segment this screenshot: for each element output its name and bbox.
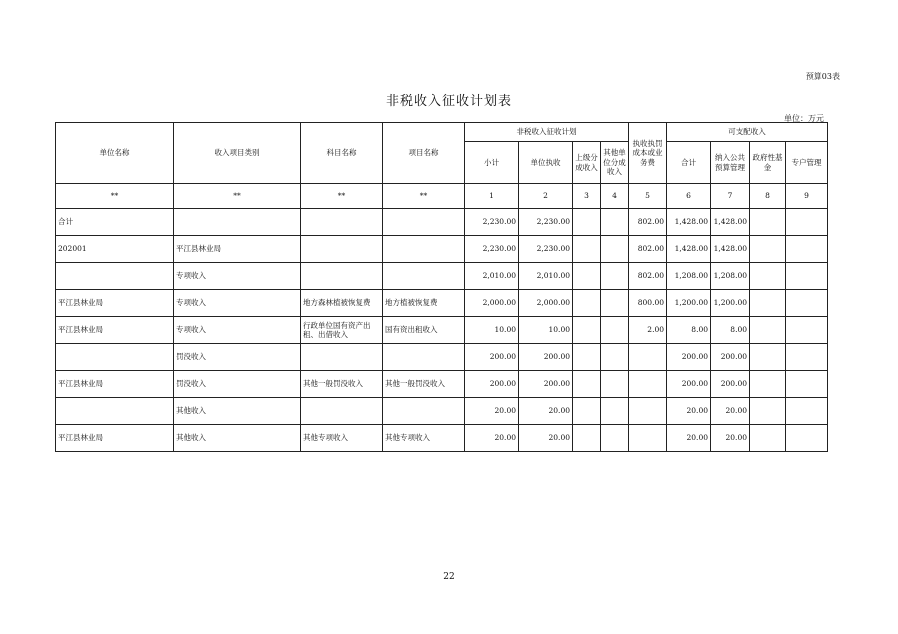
table-cell (56, 344, 174, 371)
table-cell: 行政单位国有资产出租、出借收入 (301, 317, 383, 344)
table-cell: 罚没收入 (174, 344, 301, 371)
table-cell: 200.00 (711, 344, 750, 371)
table-row (56, 371, 828, 398)
index-cell: 2 (519, 184, 573, 209)
index-cell: 5 (629, 184, 667, 209)
table-row (56, 209, 828, 236)
table-cell: 其他专项收入 (383, 425, 465, 452)
header-subtotal: 小计 (465, 142, 519, 184)
table-cell: 10.00 (465, 317, 519, 344)
table-cell: 802.00 (629, 263, 667, 290)
header-plan-group: 非税收入征收计划 (465, 123, 629, 142)
header-available-group: 可支配收入 (667, 123, 828, 142)
table-body (56, 184, 828, 452)
table-row (56, 344, 828, 371)
table-cell: 8.00 (667, 317, 711, 344)
table-cell (56, 263, 174, 290)
table-cell (301, 236, 383, 263)
table-cell (750, 425, 786, 452)
table-cell: 其他专项收入 (301, 425, 383, 452)
table-cell: 1,208.00 (667, 263, 711, 290)
table-cell (601, 425, 629, 452)
index-cell: 1 (465, 184, 519, 209)
table-cell: 1,428.00 (711, 236, 750, 263)
table-row (56, 263, 828, 290)
header-public-budget: 纳入公共预算管理 (711, 142, 750, 184)
page-title: 非税收入征收计划表 (385, 94, 512, 109)
table-cell (750, 263, 786, 290)
table-cell: 专项收入 (174, 263, 301, 290)
table-cell: 20.00 (519, 398, 573, 425)
header-item-name: 项目名称 (383, 123, 465, 184)
table-cell: 平江县林业局 (56, 317, 174, 344)
table-cell: 1,200.00 (667, 290, 711, 317)
table-cell: 802.00 (629, 209, 667, 236)
table-cell: 20.00 (711, 425, 750, 452)
table-cell (601, 263, 629, 290)
table-cell: 2,000.00 (465, 290, 519, 317)
index-cell: 9 (786, 184, 828, 209)
header-total: 合计 (667, 142, 711, 184)
header-unit-collect: 单位执收 (519, 142, 573, 184)
table-cell: 1,208.00 (711, 263, 750, 290)
table-cell: 802.00 (629, 236, 667, 263)
table-cell: 专项收入 (174, 317, 301, 344)
table-cell (573, 263, 601, 290)
table-cell (629, 371, 667, 398)
table-cell (56, 398, 174, 425)
table-cell (301, 398, 383, 425)
index-cell: ** (56, 184, 174, 209)
table-cell: 地方植被恢复费 (383, 290, 465, 317)
table-cell (573, 290, 601, 317)
table-cell (383, 263, 465, 290)
table-cell: 1,200.00 (711, 290, 750, 317)
table-cell: 20.00 (667, 425, 711, 452)
header-subject-name: 科目名称 (301, 123, 383, 184)
table-row (56, 290, 828, 317)
table-cell: 平江县林业局 (56, 371, 174, 398)
table-cell (601, 317, 629, 344)
table-cell (383, 209, 465, 236)
table-cell: 2,230.00 (465, 209, 519, 236)
table-cell: 其他一般罚没收入 (383, 371, 465, 398)
table-cell (629, 425, 667, 452)
index-row (56, 184, 828, 209)
table-cell (573, 398, 601, 425)
table-cell: 平江县林业局 (174, 236, 301, 263)
page-number: 22 (443, 572, 455, 582)
table-cell: 国有资出租收入 (383, 317, 465, 344)
table-cell (629, 398, 667, 425)
table-cell (601, 209, 629, 236)
table-cell (750, 236, 786, 263)
table-cell: 合计 (56, 209, 174, 236)
table-row (56, 317, 828, 344)
table-cell (786, 290, 828, 317)
table-cell (786, 209, 828, 236)
table-cell: 2,230.00 (519, 236, 573, 263)
header-special-mgmt: 专户管理 (786, 142, 828, 184)
table-cell: 地方森林植被恢复费 (301, 290, 383, 317)
table-cell: 1,428.00 (667, 209, 711, 236)
header-other-share: 其他单位分成收入 (601, 142, 629, 184)
table-cell: 10.00 (519, 317, 573, 344)
header-cost-fee: 执收执罚成本或业务费 (629, 123, 667, 184)
table-cell: 20.00 (667, 398, 711, 425)
form-code: 预算03表 (805, 72, 840, 81)
table-cell: 200.00 (519, 371, 573, 398)
table-cell: 2,000.00 (519, 290, 573, 317)
table-cell (750, 371, 786, 398)
index-cell: ** (301, 184, 383, 209)
table-cell (301, 263, 383, 290)
table-cell (750, 209, 786, 236)
table-cell: 专项收入 (174, 290, 301, 317)
table-cell (786, 425, 828, 452)
index-cell: 8 (750, 184, 786, 209)
table-cell: 其他收入 (174, 425, 301, 452)
index-cell: ** (383, 184, 465, 209)
table-cell (629, 344, 667, 371)
table-cell: 平江县林业局 (56, 425, 174, 452)
table-cell (573, 209, 601, 236)
table-cell (383, 344, 465, 371)
index-cell: 6 (667, 184, 711, 209)
table-cell (573, 236, 601, 263)
table-cell: 20.00 (465, 425, 519, 452)
table-cell (383, 398, 465, 425)
table-cell: 800.00 (629, 290, 667, 317)
table-cell: 其他一般罚没收入 (301, 371, 383, 398)
table-cell: 20.00 (465, 398, 519, 425)
table-cell (174, 209, 301, 236)
index-cell: 7 (711, 184, 750, 209)
table-cell: 2,010.00 (519, 263, 573, 290)
table-cell (601, 398, 629, 425)
table-cell (786, 236, 828, 263)
table-cell (750, 317, 786, 344)
header-unit-name: 单位名称 (56, 123, 174, 184)
table-cell (786, 344, 828, 371)
index-cell: 4 (601, 184, 629, 209)
table-cell (786, 371, 828, 398)
table-cell (601, 236, 629, 263)
table-cell (383, 236, 465, 263)
table-cell (786, 317, 828, 344)
table-cell: 2,230.00 (465, 236, 519, 263)
header-revenue-type: 收入项目类别 (174, 123, 301, 184)
table-cell: 1,428.00 (667, 236, 711, 263)
table-cell: 200.00 (465, 371, 519, 398)
table-cell (750, 398, 786, 425)
header-row-1 (56, 123, 828, 142)
table-cell: 202001 (56, 236, 174, 263)
table-row (56, 398, 828, 425)
table-cell (301, 209, 383, 236)
index-cell: 3 (573, 184, 601, 209)
revenue-plan-table (55, 122, 828, 452)
header-gov-fund: 政府性基金 (750, 142, 786, 184)
table-cell: 200.00 (519, 344, 573, 371)
table-row (56, 236, 828, 263)
unit-label: 单位：万元 (784, 114, 824, 123)
index-cell: ** (174, 184, 301, 209)
table-cell (601, 290, 629, 317)
table-cell: 2.00 (629, 317, 667, 344)
table-cell: 2,010.00 (465, 263, 519, 290)
table-cell (573, 344, 601, 371)
table-cell: 8.00 (711, 317, 750, 344)
table-cell (573, 317, 601, 344)
table-cell (750, 344, 786, 371)
table-cell (601, 371, 629, 398)
table-cell: 罚没收入 (174, 371, 301, 398)
table-cell (786, 398, 828, 425)
table-cell: 200.00 (667, 371, 711, 398)
table-cell (750, 290, 786, 317)
table-cell: 1,428.00 (711, 209, 750, 236)
table-cell: 其他收入 (174, 398, 301, 425)
table-cell (601, 344, 629, 371)
table-cell (573, 371, 601, 398)
table-cell: 200.00 (711, 371, 750, 398)
table-cell (786, 263, 828, 290)
table-cell: 20.00 (711, 398, 750, 425)
table-cell: 平江县林业局 (56, 290, 174, 317)
table-cell: 2,230.00 (519, 209, 573, 236)
table-cell: 200.00 (465, 344, 519, 371)
table-cell: 20.00 (519, 425, 573, 452)
header-upper-share: 上级分成收入 (573, 142, 601, 184)
table-cell (573, 425, 601, 452)
table-cell (301, 344, 383, 371)
table-cell: 200.00 (667, 344, 711, 371)
table-row (56, 425, 828, 452)
